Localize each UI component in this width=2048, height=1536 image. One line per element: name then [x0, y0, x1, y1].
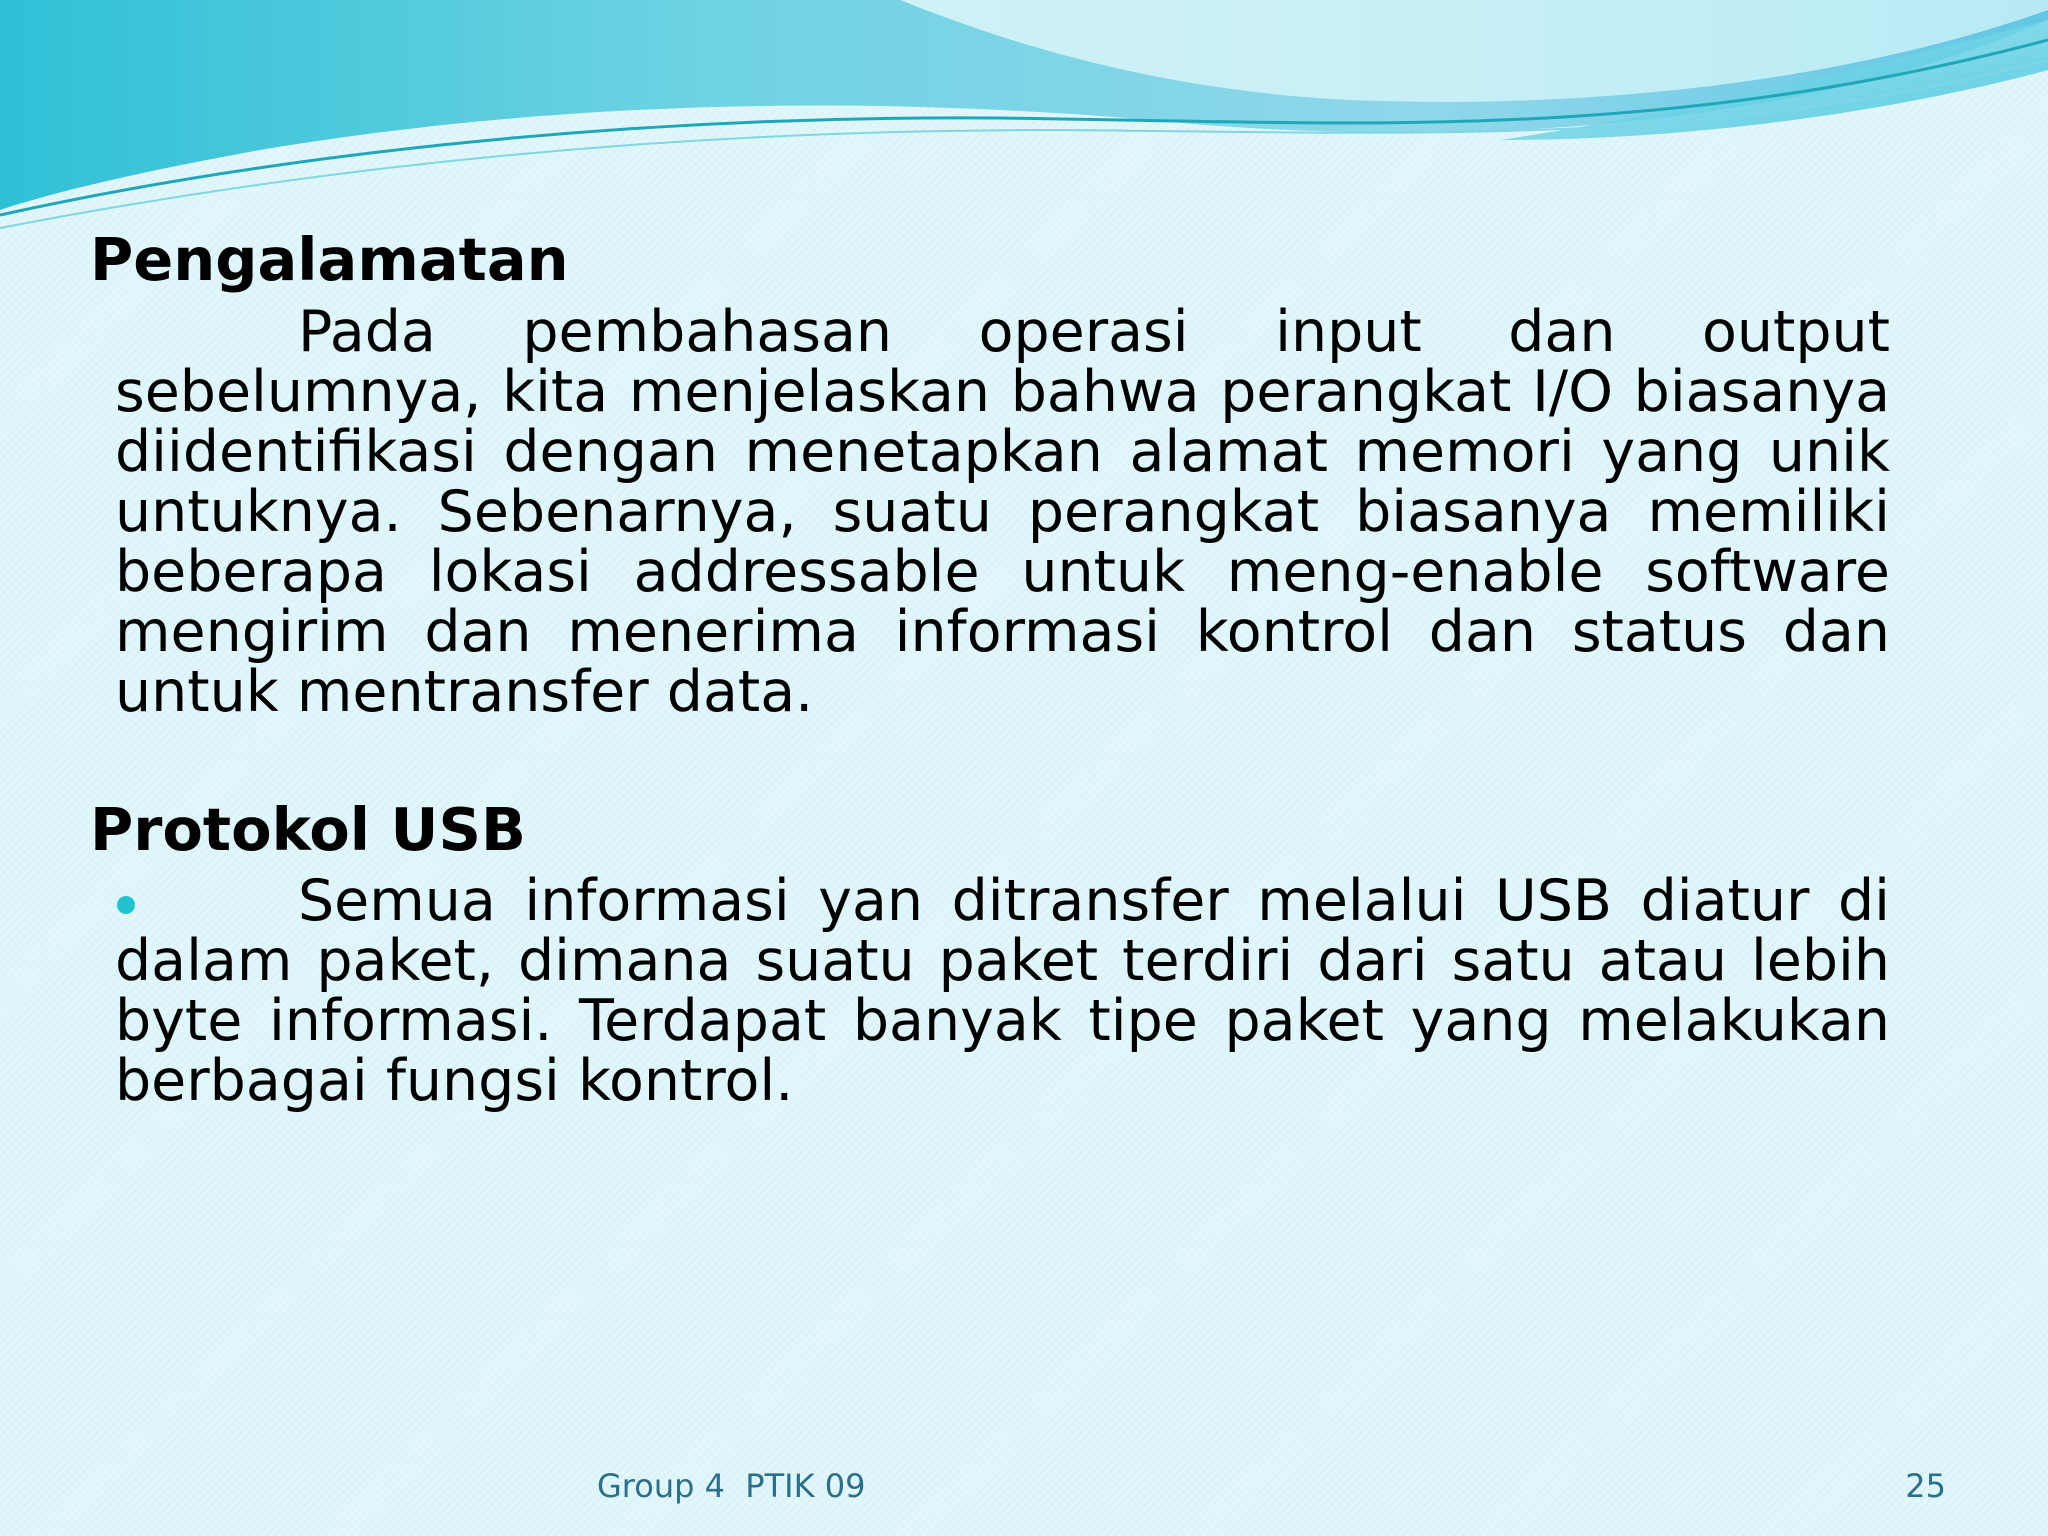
page-number: 25: [1905, 1467, 1946, 1505]
section-body-pengalamatan: Pada pembahasan operasi input dan output sebelumnya, kita menjelaskan bahwa perangkat I/O biasanya diidentifikasi dengan menetapkan alamat memori yang unik untuknya. Sebenarnya, suatu perangkat biasanya memiliki beberapa lokasi addressable untuk meng-enable software mengirim dan menerima informasi kontrol dan status dan untuk mentransfer data.: [115, 299, 1890, 725]
section-heading-pengalamatan: Pengalamatan: [90, 225, 569, 294]
footer-text: Group 4 PTIK 09: [597, 1467, 866, 1505]
section-body-protokol-usb: Semua informasi yan ditransfer melalui USB diatur di dalam paket, dimana suatu paket terdiri dari satu atau lebih byte informasi. Terdapat banyak tipe paket yang melakukan berbagai fungsi kontrol.: [115, 868, 1890, 1114]
section-heading-protokol-usb: Protokol USB: [90, 795, 526, 864]
